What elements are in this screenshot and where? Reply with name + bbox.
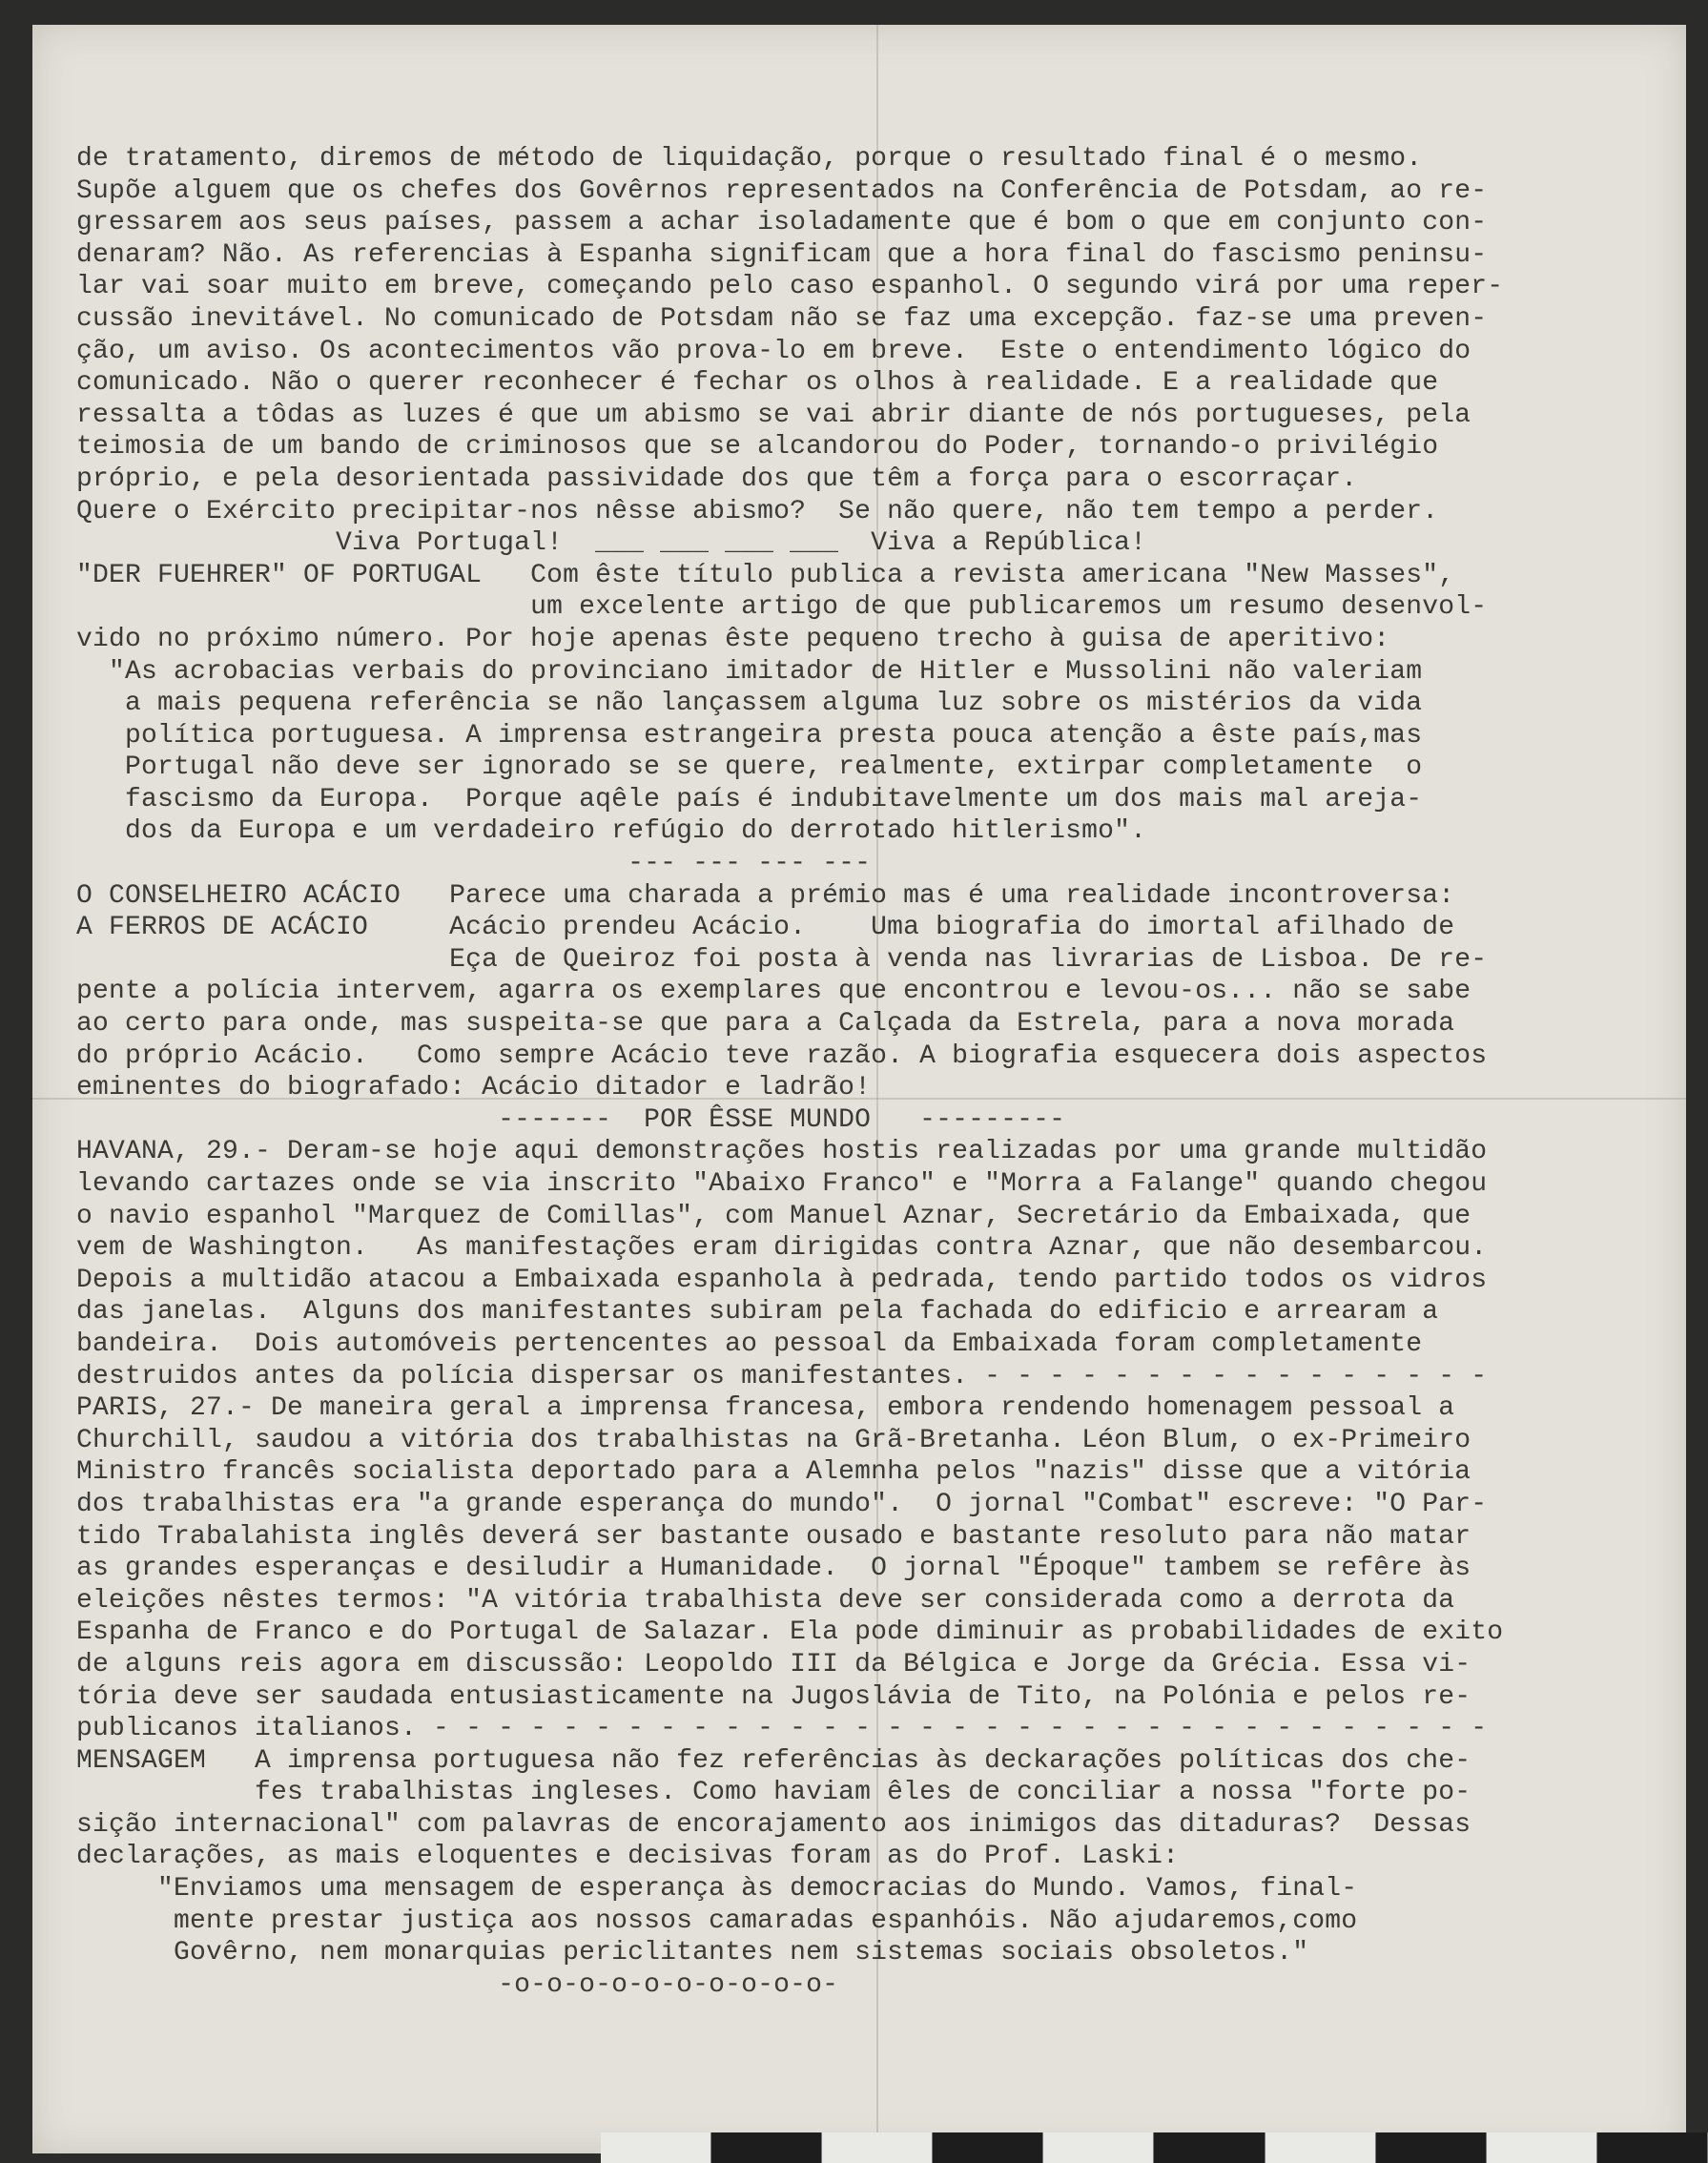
text-line: um excelente artigo de que publicaremos um resumo desenvol- bbox=[76, 592, 1488, 623]
ruler-segment bbox=[1376, 2132, 1487, 2163]
text-line: Quere o Exército precipitar-nos nêsse abismo? Se não quere, não tem tempo a perder. bbox=[76, 496, 1439, 526]
text-line: das janelas. Alguns dos manifestantes subiram pela fachada do edificio e arrearam a bbox=[76, 1297, 1439, 1328]
text-line: Portugal não deve ser ignorado se se quere, realmente, extirpar completamente o bbox=[76, 752, 1423, 783]
text-line: mente prestar justiça aos nossos camaradas espanhóis. Não ajudaremos,como bbox=[76, 1906, 1358, 1936]
text-line: --- --- --- --- bbox=[76, 849, 872, 879]
text-line: ------- POR ÊSSE MUNDO --------- bbox=[76, 1104, 1066, 1135]
ruler-segment bbox=[1487, 2132, 1597, 2163]
text-line: PARIS, 27.- De maneira geral a imprensa francesa, embora rendendo homenagem pessoal a bbox=[76, 1393, 1455, 1424]
text-line: ção, um aviso. Os acontecimentos vão prova-lo em breve. Este o entendimento lógico do bbox=[76, 336, 1471, 366]
ruler-segment bbox=[933, 2132, 1043, 2163]
text-line: bandeira. Dois automóveis pertencentes ao pessoal da Embaixada foram completamente bbox=[76, 1329, 1423, 1359]
text-line: destruidos antes da polícia dispersar os manifestantes. - - - - - - - - - - - - - - - - bbox=[76, 1361, 1488, 1391]
text-line: eminentes do biografado: Acácio ditador e ladrão! bbox=[76, 1073, 872, 1103]
text-line: próprio, e pela desorientada passividade dos que têm a força para o escorraçar. bbox=[76, 464, 1358, 494]
text-line: "As acrobacias verbais do provinciano imitador de Hitler e Mussolini não valeriam bbox=[76, 656, 1423, 687]
text-line: política portuguesa. A imprensa estrangeira presta pouca atenção a êste país,mas bbox=[76, 720, 1423, 751]
text-line: as grandes esperanças e desiludir a Humanidade. O jornal "Époque" tambem se refêre às bbox=[76, 1554, 1471, 1584]
text-line: ao certo para onde, mas suspeita-se que para a Calçada da Estrela, para a nova morada bbox=[76, 1009, 1455, 1040]
text-line: gressarem aos seus países, passem a achar isoladamente que é bom o que em conjunto con- bbox=[76, 208, 1488, 238]
text-line: -o-o-o-o-o-o-o-o-o-o- bbox=[76, 1969, 839, 2000]
text-line: Eça de Queiroz foi posta à venda nas livrarias de Lisboa. De re- bbox=[76, 944, 1488, 975]
text-line: MENSAGEM A imprensa portuguesa não fez referências às deckarações políticas dos che- bbox=[76, 1745, 1471, 1776]
typewritten-text bbox=[76, 143, 1621, 2001]
text-line: comunicado. Não o querer reconhecer é fechar os olhos à realidade. E a realidade que bbox=[76, 368, 1439, 399]
text-line: publicanos italianos. - - - - - - - - - - - - - - - - - - - - - - - - - - - - - - - - - bbox=[76, 1714, 1488, 1744]
text-line: declarações, as mais eloquentes e decisivas foram as do Prof. Laski: bbox=[76, 1842, 1180, 1872]
text-line: Churchill, saudou a vitória dos trabalhistas na Grã-Bretanha. Léon Blum, o ex-Primeiro bbox=[76, 1425, 1471, 1455]
text-line: Govêrno, nem monarquias periclitantes nem sistemas sociais obsoletos." bbox=[76, 1938, 1309, 1968]
text-line: tido Trabalahista inglês deverá ser bastante ousado e bastante resoluto para não matar bbox=[76, 1521, 1471, 1552]
scale-ruler bbox=[601, 2132, 1708, 2163]
text-line: levando cartazes onde se via inscrito "Abaixo Franco" e "Morra a Falange" quando chegou bbox=[76, 1169, 1488, 1199]
ruler-segment bbox=[1154, 2132, 1265, 2163]
text-line: Supõe alguem que os chefes dos Govêrnos representados na Conferência de Potsdam, ao re- bbox=[76, 175, 1488, 206]
text-line: de tratamento, diremos de método de liquidação, porque o resultado final é o mesmo. bbox=[76, 144, 1423, 174]
text-line: dos da Europa e um verdadeiro refúgio do derrotado hitlerismo". bbox=[76, 816, 1147, 847]
text-line: "Enviamos uma mensagem de esperança às democracias do Mundo. Vamos, final- bbox=[76, 1874, 1358, 1905]
ruler-segment bbox=[711, 2132, 822, 2163]
text-line: vem de Washington. As manifestações eram dirigidas contra Aznar, que não desembarcou. bbox=[76, 1233, 1488, 1264]
text-line: o navio espanhol "Marquez de Comillas", com Manuel Aznar, Secretário da Embaixada, que bbox=[76, 1201, 1471, 1231]
text-line: lar vai soar muito em breve, começando pelo caso espanhol. O segundo virá por uma reper- bbox=[76, 272, 1504, 302]
text-line: O CONSELHEIRO ACÁCIO Parece uma charada a prémio mas é uma realidade incontroversa: bbox=[76, 880, 1455, 911]
text-line: "DER FUEHRER" OF PORTUGAL Com êste título publica a revista americana "New Masses", bbox=[76, 560, 1455, 590]
ruler-segment bbox=[601, 2132, 711, 2163]
text-line: Depois a multidão atacou a Embaixada espanhola à pedrada, tendo partido todos os vidros bbox=[76, 1265, 1488, 1295]
text-line: eleições nêstes termos: "A vitória trabalhista deve ser considerada como a derrota da bbox=[76, 1585, 1455, 1616]
text-line: a mais pequena referência se não lançassem alguma luz sobre os mistérios da vida bbox=[76, 689, 1423, 719]
text-line: HAVANA, 29.- Deram-se hoje aqui demonstrações hostis realizadas por uma grande multidão bbox=[76, 1137, 1488, 1167]
text-line: denaram? Não. As referencias à Espanha significam que a hora final do fascismo peninsu- bbox=[76, 239, 1488, 270]
text-line: ressalta a tôdas as luzes é que um abismo se vai abrir diante de nós portugueses, pela bbox=[76, 400, 1471, 430]
ruler-segment bbox=[1266, 2132, 1376, 2163]
text-line: vido no próximo número. Por hoje apenas êste pequeno trecho à guisa de aperitivo: bbox=[76, 624, 1390, 654]
text-line: de alguns reis agora em discussão: Leopoldo III da Bélgica e Jorge da Grécia. Essa vi- bbox=[76, 1649, 1471, 1679]
text-line: sição internacional" com palavras de encorajamento aos inimigos das ditaduras? Dessas bbox=[76, 1809, 1471, 1840]
text-line: teimosia de um bando de criminosos que se alcandorou do Poder, tornando-o privilégio bbox=[76, 432, 1439, 463]
text-line: cussão inevitável. No comunicado de Potsdam não se faz uma excepção. faz-se uma preven- bbox=[76, 303, 1488, 334]
text-line: Ministro francês socialista deportado para a Alemnha pelos "nazis" disse que a vitória bbox=[76, 1457, 1471, 1488]
text-line: Espanha de Franco e do Portugal de Salazar. Ela pode diminuir as probabilidades de exito bbox=[76, 1617, 1504, 1648]
ruler-segment bbox=[822, 2132, 933, 2163]
text-line: pente a polícia intervem, agarra os exemplares que encontrou e levou-os... não se sabe bbox=[76, 977, 1471, 1007]
ruler-segment bbox=[1597, 2132, 1708, 2163]
text-line: Viva Portugal! ___ ___ ___ ___ Viva a República! bbox=[76, 528, 1147, 559]
text-line: A FERROS DE ACÁCIO Acácio prendeu Acácio. Uma biografia do imortal afilhado de bbox=[76, 913, 1455, 943]
text-line: dos trabalhistas era "a grande esperança do mundo". O jornal "Combat" escreve: "O Par- bbox=[76, 1489, 1488, 1519]
ruler-segment bbox=[1043, 2132, 1154, 2163]
text-line: fascismo da Europa. Porque aqêle país é indubitavelmente um dos mais mal areja- bbox=[76, 784, 1423, 814]
text-line: do próprio Acácio. Como sempre Acácio teve razão. A biografia esquecera dois aspectos bbox=[76, 1040, 1488, 1071]
text-line: fes trabalhistas ingleses. Como haviam êles de conciliar a nossa "forte po- bbox=[76, 1778, 1471, 1808]
text-line: tória deve ser saudada entusiasticamente na Jugoslávia de Tito, na Polónia e pelos re- bbox=[76, 1681, 1471, 1712]
